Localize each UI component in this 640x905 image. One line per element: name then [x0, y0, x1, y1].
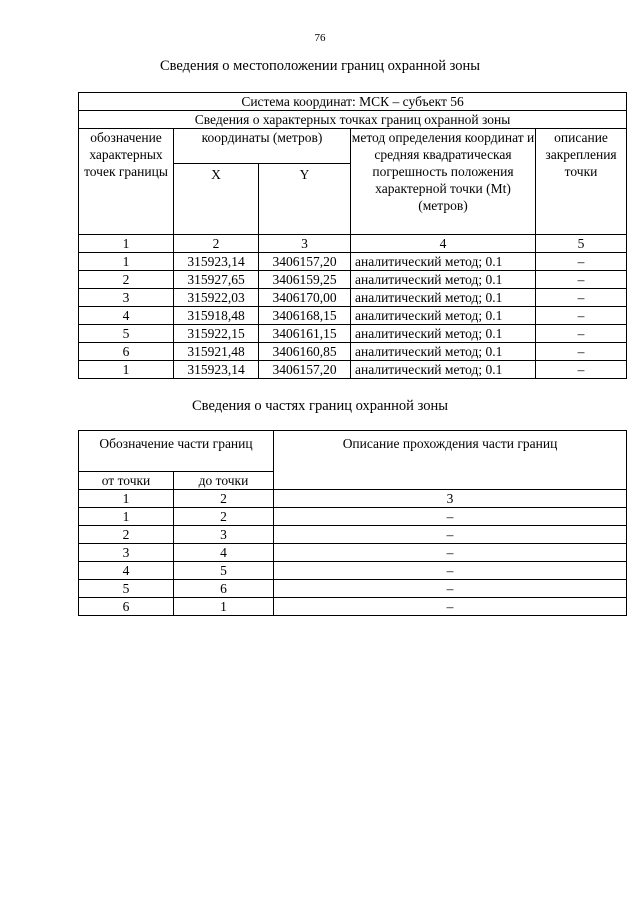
table-row	[79, 307, 627, 325]
table-row	[79, 544, 627, 562]
cell-from: 2	[79, 526, 174, 544]
cell-description: –	[274, 580, 627, 598]
cell-description: –	[274, 544, 627, 562]
cell-point: 6	[79, 343, 174, 361]
cell-method: аналитический метод; 0.1	[351, 343, 536, 361]
cell-to: 2	[174, 508, 274, 526]
header-method: метод определения координат и средняя квадратическая погрешность положения характерной точки (Mt) (метров)	[351, 129, 536, 235]
cell-y: 3406170,00	[259, 289, 351, 307]
table-row	[79, 271, 627, 289]
table-row	[79, 325, 627, 343]
cell-point: 1	[79, 361, 174, 379]
cell-x: 315927,65	[174, 271, 259, 289]
cell-method: аналитический метод; 0.1	[351, 361, 536, 379]
cell-method: аналитический метод; 0.1	[351, 307, 536, 325]
cell-to: 4	[174, 544, 274, 562]
header-x: X	[174, 164, 259, 235]
cell-x: 315923,14	[174, 361, 259, 379]
section-title-location: Сведения о местоположении границ охранной зоны	[159, 58, 480, 74]
cell-fixing: –	[536, 271, 627, 289]
header-from: от точки	[79, 472, 174, 490]
table-row	[79, 562, 627, 580]
cell-from: 3	[79, 544, 174, 562]
header-fixing: описание закрепления точки	[536, 129, 627, 235]
cell-fixing: –	[536, 289, 627, 307]
cell-x: 315922,03	[174, 289, 259, 307]
cell-y: 3406168,15	[259, 307, 351, 325]
header-description: Описание прохождения части границ	[274, 431, 627, 490]
cell-y: 3406161,15	[259, 325, 351, 343]
col-number: 3	[274, 490, 627, 508]
header-coords: координаты (метров)	[174, 129, 351, 164]
cell-to: 1	[174, 598, 274, 616]
cell-x: 315922,15	[174, 325, 259, 343]
cell-x: 315918,48	[174, 307, 259, 325]
col-number: 4	[351, 235, 536, 253]
cell-to: 3	[174, 526, 274, 544]
cell-description: –	[274, 562, 627, 580]
points-table	[78, 92, 627, 379]
cell-point: 2	[79, 271, 174, 289]
table-row	[79, 289, 627, 307]
table-row	[79, 343, 627, 361]
cell-from: 6	[79, 598, 174, 616]
cell-description: –	[274, 598, 627, 616]
cell-x: 315923,14	[174, 253, 259, 271]
cell-y: 3406160,85	[259, 343, 351, 361]
cell-method: аналитический метод; 0.1	[351, 289, 536, 307]
section-title-parts: Сведения о частях границ охранной зоны	[192, 398, 448, 414]
col-number: 2	[174, 490, 274, 508]
cell-from: 4	[79, 562, 174, 580]
cell-point: 1	[79, 253, 174, 271]
cell-description: –	[274, 508, 627, 526]
cell-y: 3406159,25	[259, 271, 351, 289]
cell-point: 5	[79, 325, 174, 343]
table-row	[79, 361, 627, 379]
cell-point: 3	[79, 289, 174, 307]
cell-method: аналитический метод; 0.1	[351, 253, 536, 271]
cell-method: аналитический метод; 0.1	[351, 271, 536, 289]
col-number: 1	[79, 490, 174, 508]
header-point: обозначение характерных точек границы	[79, 129, 174, 235]
page-number: 76	[314, 32, 326, 44]
cell-to: 6	[174, 580, 274, 598]
col-number: 2	[174, 235, 259, 253]
table-row	[79, 598, 627, 616]
cell-fixing: –	[536, 325, 627, 343]
cell-point: 4	[79, 307, 174, 325]
header-to: до точки	[174, 472, 274, 490]
cell-from: 1	[79, 508, 174, 526]
cell-y: 3406157,20	[259, 361, 351, 379]
table-row	[79, 526, 627, 544]
cell-fixing: –	[536, 307, 627, 325]
header-part: Обозначение части границ	[79, 431, 274, 472]
cell-fixing: –	[536, 343, 627, 361]
table-row	[79, 508, 627, 526]
cell-y: 3406157,20	[259, 253, 351, 271]
cell-description: –	[274, 526, 627, 544]
cell-to: 5	[174, 562, 274, 580]
cell-x: 315921,48	[174, 343, 259, 361]
table-row	[79, 580, 627, 598]
header-y: Y	[259, 164, 351, 235]
coord-system-header: Система координат: МСК – субъект 56	[79, 93, 627, 111]
parts-table	[78, 430, 627, 616]
cell-method: аналитический метод; 0.1	[351, 325, 536, 343]
cell-from: 5	[79, 580, 174, 598]
cell-fixing: –	[536, 253, 627, 271]
points-table-title: Сведения о характерных точках границ охранной зоны	[79, 111, 627, 129]
col-number: 5	[536, 235, 627, 253]
col-number: 3	[259, 235, 351, 253]
table-row	[79, 253, 627, 271]
col-number: 1	[79, 235, 174, 253]
cell-fixing: –	[536, 361, 627, 379]
